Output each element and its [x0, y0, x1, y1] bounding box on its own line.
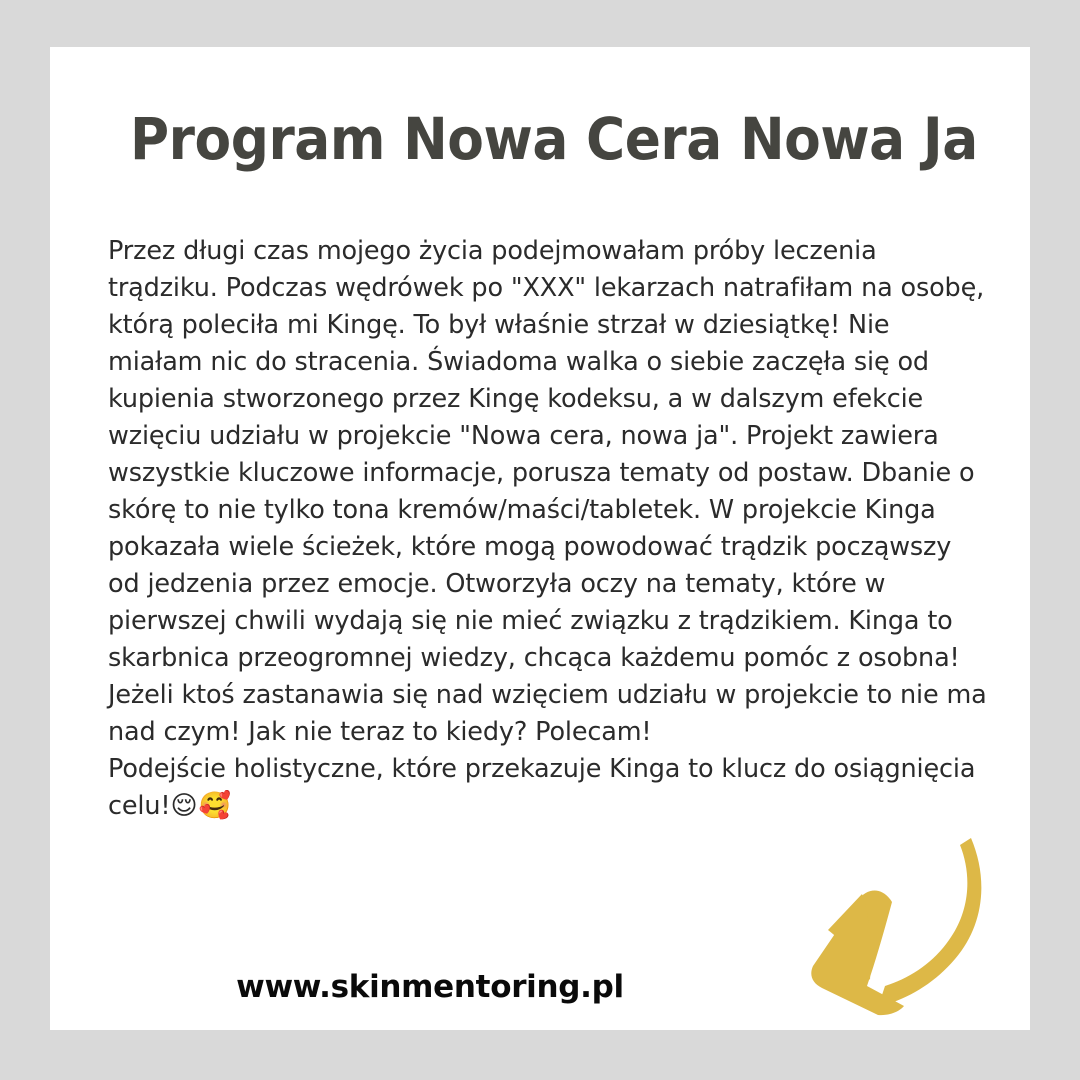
- emoji-group-icon: 😌🥰: [170, 791, 232, 821]
- testimonial-paragraph-2-text: Podejście holistyczne, które przekazuje Kinga to klucz do osiągnięcia celu!: [108, 754, 976, 821]
- testimonial-body: [108, 233, 988, 825]
- curved-arrow-down-left-icon: [792, 820, 1002, 1020]
- testimonial-paragraph-1: Przez długi czas mojego życia podejmowałam próby leczenia trądziku. Podczas wędrówek po "XXX" lekarzach natrafiłam na osobę, którą poleciła mi Kingę. To był właśnie strzał w dziesiątkę! Nie miałam nic do stracenia. Świadoma walka o siebie zaczęła się od kupienia stworzonego przez Kingę kodeksu, a w dalszym efekcie wzięciu udziału w projekcie "Nowa cera, nowa ja". Projekt zawiera wszystkie kluczowe informacje, porusza tematy od postaw. Dbanie o skórę to nie tylko tona kremów/maści/tabletek. W projekcie Kinga pokazała wiele ścieżek, które mogą powodować trądzik począwszy od jedzenia przez emocje. Otworzyła oczy na tematy, które w pierwszej chwili wydają się nie mieć związku z trądzikiem. Kinga to skarbnica przeogromnej wiedzy, chcąca każdemu pomóc z osobna! Jeżeli ktoś zastanawia się nad wzięciem udziału w projekcie to nie ma nad czym! Jak nie teraz to kiedy? Polecam!: [108, 236, 987, 747]
- testimonial-paragraph-2: [108, 751, 988, 825]
- content-card: [50, 47, 1030, 1030]
- page-title: Program Nowa Cera Nowa Ja: [130, 105, 978, 173]
- website-url: www.skinmentoring.pl: [236, 969, 624, 1005]
